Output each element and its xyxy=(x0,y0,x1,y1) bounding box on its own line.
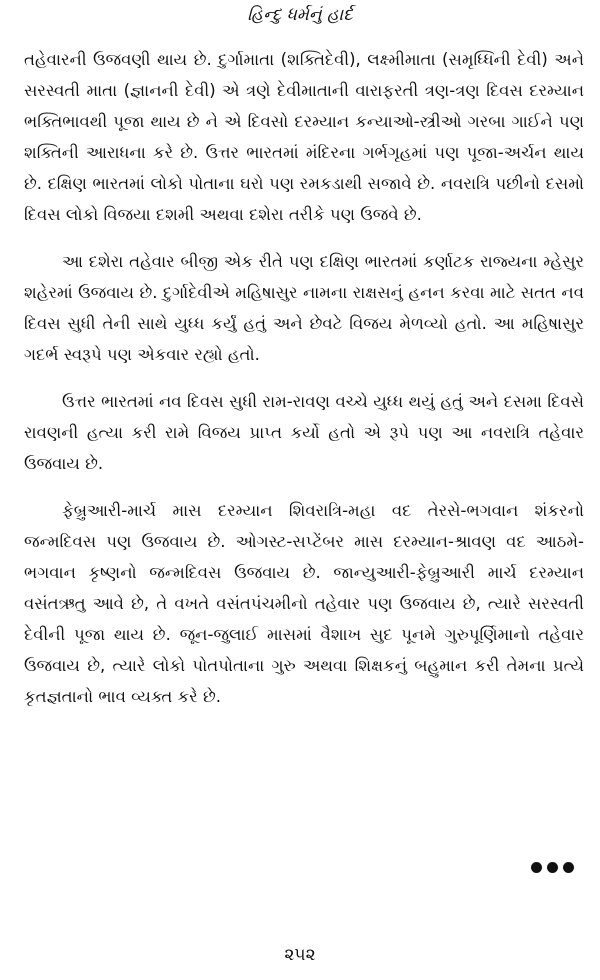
paragraph: ફેબ્રુઆરી-માર્ચ માસ દરમ્યાન શિવરાત્રિ-મહા વદ તેરસે-ભગવાન શંકરનો જન્મદિવસ પણ ઉજવાય છે. ઓગસ્ટ-સપ્ટેંબર માસ દરમ્યાન-શ્રાવણ વદ આઠમે-ભગવાન કૃષ્ણનો જન્મદિવસ ઉજવાય છે. જાન્યુઆરી-ફેબ્રુઆરી માર્ચ દરમ્યાન વસંતઋતુ આવે છે, તે વખતે વસંતપંચમીનો તહેવાર પણ ઉજવાય છે, ત્યારે સરસ્વતી દેવીની પૂજા થાય છે. જૂન-જુલાઈ માસમાં વૈશાખ સુદ પૂનમે ગુરુપૂર્ણિમાનો તહેવાર ઉજવાય છે, ત્યારે લોકો પોતપોતાના ગુરુ અથવા શિક્ષકનું બહુમાન કરી તેમના પ્રત્યે કૃતજ્ઞતાનો ભાવ વ્યક્ત કરે છે. xyxy=(24,501,584,706)
section-end-ornament xyxy=(531,862,574,873)
page-number: ૨૫૨ xyxy=(284,945,316,965)
ornament-dot-icon xyxy=(531,862,542,873)
paragraph: ઉત્તર ભારતમાં નવ દિવસ સુધી રામ-રાવણ વચ્ચે યુધ્ધ થયું હતું અને દસમા દિવસે રાવણની હત્યા કરી રામે વિજય પ્રાપ્ત કર્યો હતો એ રૂપે પણ આ નવરાત્રિ તહેવાર ઉજવાય છે. xyxy=(24,392,584,473)
paragraph: તહેવારની ઉજવણી થાય છે. દુર્ગામાતા (શક્તિદેવી), લક્ષ્મીમાતા (સમૃધ્ધિની દેવી) અને સરસ્વતી માતા (જ્ઞાનની દેવી) એ ત્રણે દેવીમાતાની વારાફરતી ત્રણ-ત્રણ દિવસ દરમ્યાન ભક્તિભાવથી પૂજા થાય છે ને એ દિવસો દરમ્યાન કન્યાઓ-સ્ત્રીઓ ગરબા ગાઈને પણ શક્તિની આરાધના કરે છે. ઉત્તર ભારતમાં મંદિરના ગર્ભગૃહમાં પણ પૂજા-અર્ચન થાય છે. દક્ષિણ ભારતમાં લોકો પોતાના ઘરો પણ રમકડાથી સજાવે છે. નવરાત્રિ પછીનો દસમો દિવસ લોકો વિજયા દશમી અથવા દશેરા તરીકે પણ ઉજવે છે. xyxy=(24,50,584,224)
running-header: હિન્દુ ધર્મનું હાર્દ xyxy=(247,5,353,25)
body-text xyxy=(24,44,584,728)
ornament-dot-icon xyxy=(547,862,558,873)
paragraph: આ દશેરા તહેવાર બીજી એક રીતે પણ દક્ષિણ ભારતમાં કર્ણાટક રાજ્યના મ્હેસુર શહેરમાં ઉજવાય છે. દુર્ગાદેવીએ મહિષાસુર નામના રાક્ષસનું હનન કરવા માટે સતત નવ દિવસ સુધી તેની સાથે યુધ્ધ કર્યું હતું અને છેવટે વિજય મેળવ્યો હતો. આ મહિષાસુર ગદર્ભ સ્વરૂપે પણ એકવાર રહ્યો હતો. xyxy=(24,252,584,364)
ornament-dot-icon xyxy=(563,862,574,873)
